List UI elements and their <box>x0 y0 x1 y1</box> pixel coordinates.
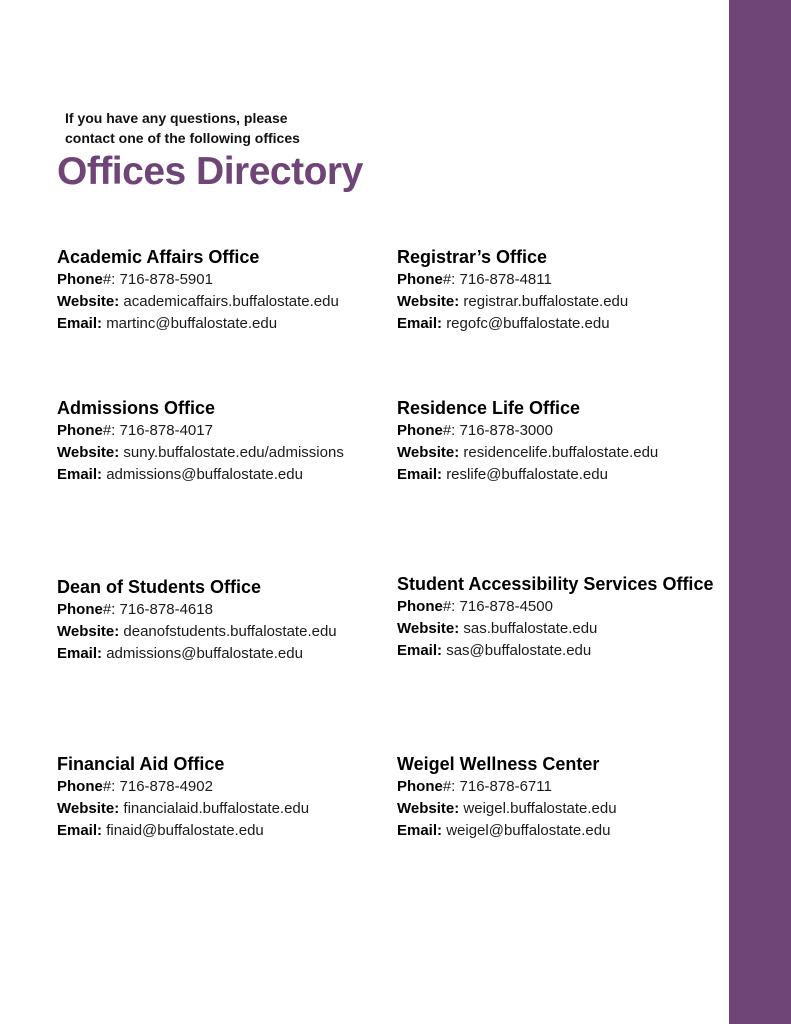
email-link[interactable]: weigel@buffalostate.edu <box>446 822 611 839</box>
email-link[interactable]: admissions@buffalostate.edu <box>106 466 303 483</box>
office-card-dean-of-students <box>57 576 387 665</box>
phone-suffix: #: <box>102 601 116 618</box>
phone-suffix: #: <box>442 422 456 439</box>
website-label: Website: <box>397 293 460 310</box>
email-label: Email: <box>397 315 443 332</box>
office-email-row <box>57 643 387 665</box>
website-label: Website: <box>397 800 460 817</box>
email-link[interactable]: reslife@buffalostate.edu <box>446 466 608 483</box>
office-email-row <box>397 820 727 842</box>
office-card-weigel-wellness <box>397 753 727 842</box>
phone-label: Phone <box>57 422 103 439</box>
office-email-row <box>57 464 387 486</box>
phone-label: Phone <box>57 271 103 288</box>
website-label: Website: <box>57 800 120 817</box>
office-website-row <box>397 798 727 820</box>
office-email-row <box>397 464 727 486</box>
email-label: Email: <box>57 315 103 332</box>
office-phone-row <box>57 269 387 291</box>
office-phone-row <box>397 269 727 291</box>
phone-value: 716-878-5901 <box>119 271 213 288</box>
office-name: Financial Aid Office <box>57 754 225 774</box>
office-card-registrar <box>397 246 727 335</box>
website-label: Website: <box>397 620 460 637</box>
email-link[interactable]: regofc@buffalostate.edu <box>446 315 610 332</box>
intro-text <box>65 108 365 148</box>
office-name: Student Accessibility Services Office <box>397 574 714 594</box>
office-card-academic-affairs <box>57 246 387 335</box>
email-label: Email: <box>57 466 103 483</box>
office-website-row <box>397 618 727 640</box>
office-card-admissions <box>57 397 387 486</box>
phone-label: Phone <box>397 422 443 439</box>
phone-value: 716-878-6711 <box>459 778 552 795</box>
phone-value: 716-878-3000 <box>459 422 553 439</box>
office-website-row <box>57 442 387 464</box>
office-name: Residence Life Office <box>397 398 581 418</box>
office-website-row <box>57 798 387 820</box>
phone-suffix: #: <box>442 598 456 615</box>
office-phone-row <box>397 596 727 618</box>
office-phone-row <box>57 776 387 798</box>
office-website-row <box>397 291 727 313</box>
phone-suffix: #: <box>442 271 456 288</box>
office-website-row <box>57 291 387 313</box>
side-color-band <box>729 0 791 1024</box>
website-label: Website: <box>57 444 120 461</box>
website-link[interactable]: academicaffairs.buffalostate.edu <box>123 293 339 310</box>
website-link[interactable]: sas.buffalostate.edu <box>463 620 598 637</box>
phone-value: 716-878-4618 <box>119 601 213 618</box>
phone-suffix: #: <box>442 778 456 795</box>
email-link[interactable]: martinc@buffalostate.edu <box>106 315 278 332</box>
office-phone-row <box>397 420 727 442</box>
office-website-row <box>397 442 727 464</box>
office-email-row <box>397 640 727 662</box>
website-link[interactable]: weigel.buffalostate.edu <box>463 800 617 817</box>
website-label: Website: <box>57 293 120 310</box>
office-name: Dean of Students Office <box>57 577 262 597</box>
page-title: Offices Directory <box>57 150 363 193</box>
email-link[interactable]: finaid@buffalostate.edu <box>106 822 264 839</box>
phone-suffix: #: <box>102 778 116 795</box>
website-link[interactable]: registrar.buffalostate.edu <box>463 293 629 310</box>
email-label: Email: <box>397 466 443 483</box>
intro-line-2: contact one of the following offices <box>65 130 300 146</box>
phone-label: Phone <box>397 598 443 615</box>
website-link[interactable]: residencelife.buffalostate.edu <box>463 444 659 461</box>
office-card-residence-life <box>397 397 727 486</box>
office-phone-row <box>57 420 387 442</box>
phone-label: Phone <box>57 778 103 795</box>
phone-suffix: #: <box>102 271 116 288</box>
website-link[interactable]: suny.buffalostate.edu/admissions <box>123 444 344 461</box>
office-card-student-accessibility <box>397 573 727 662</box>
office-name: Admissions Office <box>57 398 216 418</box>
phone-value: 716-878-4017 <box>119 422 213 439</box>
phone-value: 716-878-4811 <box>459 271 552 288</box>
email-label: Email: <box>57 822 103 839</box>
office-card-financial-aid <box>57 753 387 842</box>
office-name: Weigel Wellness Center <box>397 754 600 774</box>
intro-line-1: If you have any questions, please <box>65 110 288 126</box>
office-email-row <box>57 820 387 842</box>
office-phone-row <box>57 599 387 621</box>
website-label: Website: <box>397 444 460 461</box>
office-email-row <box>57 313 387 335</box>
email-label: Email: <box>57 645 103 662</box>
phone-value: 716-878-4902 <box>119 778 213 795</box>
email-link[interactable]: sas@buffalostate.edu <box>446 642 592 659</box>
phone-value: 716-878-4500 <box>459 598 553 615</box>
email-link[interactable]: admissions@buffalostate.edu <box>106 645 303 662</box>
office-email-row <box>397 313 727 335</box>
website-label: Website: <box>57 623 120 640</box>
phone-label: Phone <box>57 601 103 618</box>
phone-suffix: #: <box>102 422 116 439</box>
office-name: Registrar’s Office <box>397 247 548 267</box>
office-name: Academic Affairs Office <box>57 247 260 267</box>
website-link[interactable]: financialaid.buffalostate.edu <box>123 800 310 817</box>
email-label: Email: <box>397 642 443 659</box>
office-phone-row <box>397 776 727 798</box>
phone-label: Phone <box>397 778 443 795</box>
phone-label: Phone <box>397 271 443 288</box>
email-label: Email: <box>397 822 443 839</box>
office-website-row <box>57 621 387 643</box>
website-link[interactable]: deanofstudents.buffalostate.edu <box>123 623 337 640</box>
